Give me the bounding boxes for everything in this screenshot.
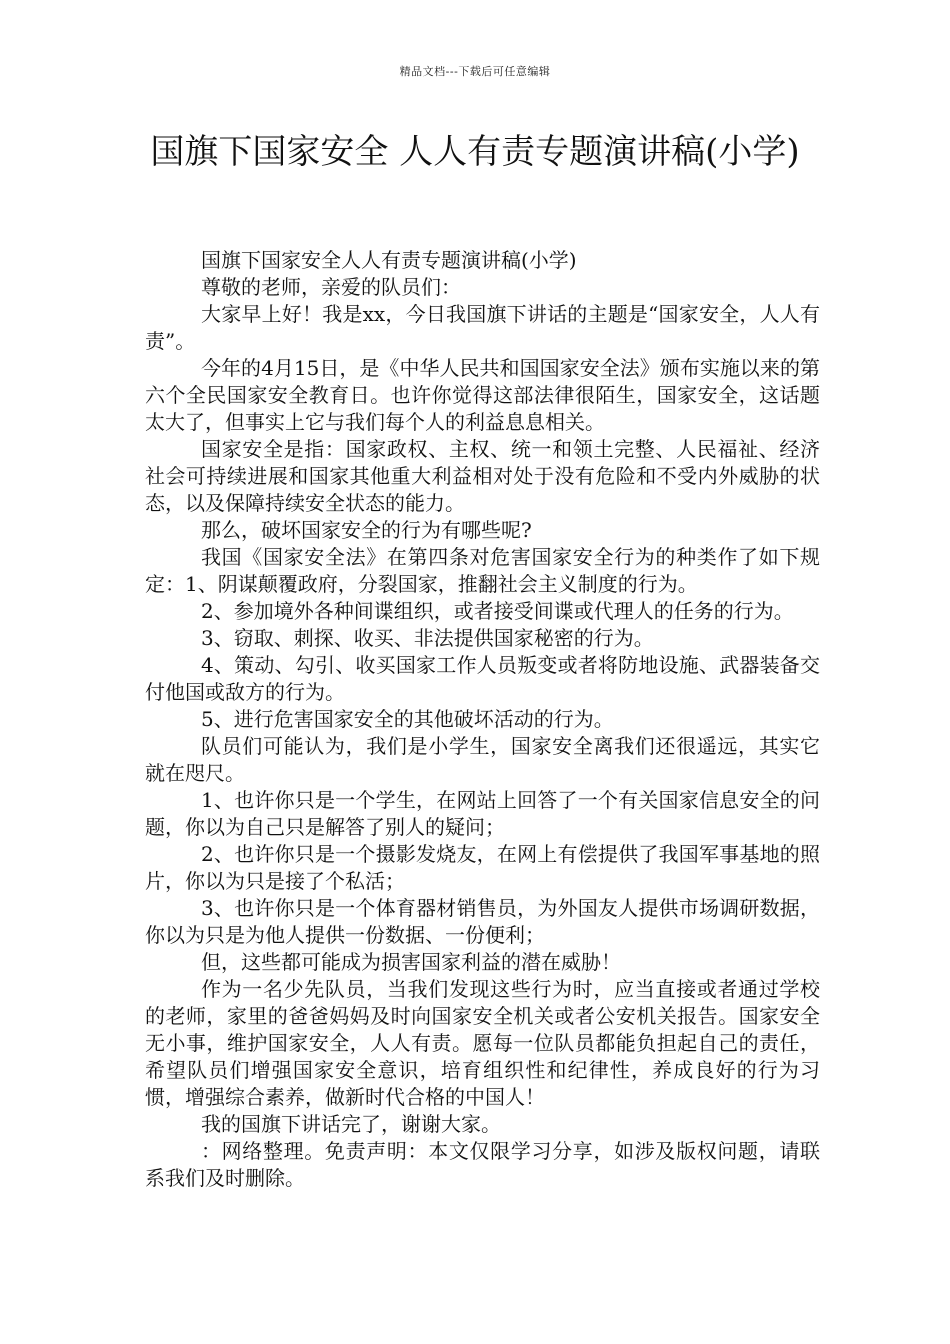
paragraph-law-item-4: 4、策动、勾引、收买国家工作人员叛变或者将防地设施、武器装备交付他国或敌方的行为。 <box>145 653 820 704</box>
paragraph-closing: 我的国旗下讲话完了，谢谢大家。 <box>201 1112 501 1136</box>
paragraph-example-2: 2、也许你只是一个摄影发烧友，在网上有偿提供了我国军事基地的照片，你以为只是接了个私活； <box>145 842 820 893</box>
paragraph-law-item-2: 2、参加境外各种间谍组织，或者接受间谍或代理人的任务的行为。 <box>201 599 794 623</box>
paragraph-call-to-action: 作为一名少先队员，当我们发现这些行为时，应当直接或者通过学校的老师，家里的爸爸妈妈及时向国家安全机关或者公安机关报告。国家安全无小事，维护国家安全，人人有责。愿每一位队员都能负担起自己的责任，希望队员们增强国家安全意识，培育组织性和纪律性，养成良好的行为习惯，增强综合素养，做新时代合格的中国人！ <box>145 977 820 1109</box>
paragraph-salutation: 尊敬的老师，亲爱的队员们： <box>201 275 461 299</box>
document-title: 国旗下国家安全 人人有责专题演讲稿(小学) <box>150 132 800 172</box>
paragraph-definition: 国家安全是指：国家政权、主权、统一和领土完整、人民福祉、经济社会可持续进展和国家其他重大利益相对处于没有危险和不受内外威胁的状态，以及保障持续安全状态的能力。 <box>145 437 820 515</box>
paragraph-disclaimer: ：网络整理。免责声明：本文仅限学习分享，如涉及版权问题，请联系我们及时删除。 <box>145 1139 820 1190</box>
paragraph-example-3: 3、也许你只是一个体育器材销售员，为外国友人提供市场调研数据，你以为只是为他人提供一份数据、一份便利； <box>145 896 820 947</box>
paragraph-question: 那么，破坏国家安全的行为有哪些呢? <box>201 518 532 542</box>
paragraph-greeting: 大家早上好！我是xx，今日我国旗下讲话的主题是“国家安全，人人有责”。 <box>145 302 820 353</box>
paragraph-law-item-5: 5、进行危害国家安全的其他破坏活动的行为。 <box>201 707 614 731</box>
paragraph-warning: 但，这些都可能成为损害国家利益的潜在威胁！ <box>201 950 621 974</box>
document-body <box>145 247 820 1192</box>
paragraph-nearby: 队员们可能认为，我们是小学生，国家安全离我们还很遥远，其实它就在咫尺。 <box>145 734 820 785</box>
paragraph-law-item-1: 我国《国家安全法》在第四条对危害国家安全行为的种类作了如下规定：1、阴谋颠覆政府，分裂国家，推翻社会主义制度的行为。 <box>145 545 820 596</box>
paragraph-example-1: 1、也许你只是一个学生，在网站上回答了一个有关国家信息安全的问题，你以为自己只是解答了别人的疑问； <box>145 788 820 839</box>
page-header-note: 精品文档---下载后可任意编辑 <box>399 65 551 78</box>
paragraph-subtitle: 国旗下国家安全人人有责专题演讲稿(小学) <box>201 248 577 272</box>
paragraph-law-item-3: 3、窃取、刺探、收买、非法提供国家秘密的行为。 <box>201 626 654 650</box>
paragraph-intro: 今年的4月15日，是《中华人民共和国国家安全法》颁布实施以来的第六个全民国家安全教育日。也许你觉得这部法律很陌生，国家安全，这话题太大了，但事实上它与我们每个人的利益息息相关。 <box>145 356 820 434</box>
